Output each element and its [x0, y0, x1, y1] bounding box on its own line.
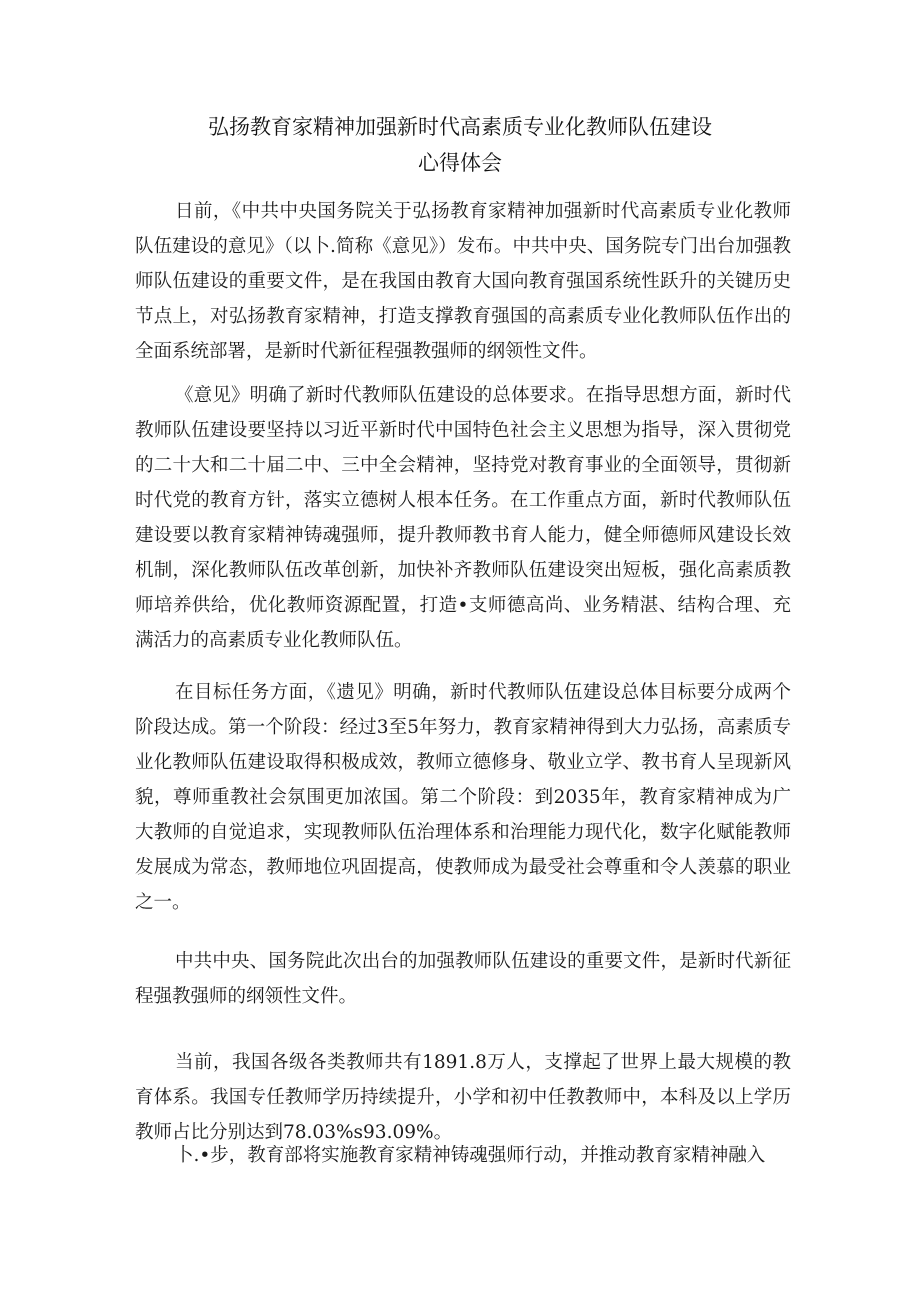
paragraph-statistics: 当前，我国各级各类教师共有1891.8万人，支撑起了世界上最大规模的教育体系。我国专任教师学历持续提升，小学和初中任教教师中，本科及以上学历教师占比分别达到78.03%s93.09%。 [135, 1052, 791, 1143]
paragraph-goals: 在目标任务方面，《遗见》明确，新时代教师队伍建设总体目标要分成两个阶段达成。第一个阶段：经过3至5年努力，教育家精神得到大力弘扬，高素质专业化教师队伍建设取得积极成效，教师立德修身、敬业立学、教书育人呈现新风貌，尊师重教社会氛围更加浓国。第二个阶段：到2035年，教育家精神成为广大教师的自觉追求，实现教师队伍治理体系和治理能力现代化，数字化赋能教师发展成为常态，教师地位巩固提高，使教师成为最受社会尊重和令人羡慕的职业之一。 [135, 682, 791, 913]
paragraph-general-requirements: 《意见》明确了新时代教师队伍建设的总体要求。在指导思想方面，新时代教师队伍建设要坚持以习近平新时代中国特色社会主义思想为指导，深入贯彻党的二十大和二十届二中、三中全会精神，坚持党对教育事业的全面领导，贯彻新时代党的教育方针，落实立德树人根本任务。在工作重点方面，新时代教师队伍建设要以教育家精神铸魂强师，提升教师教书育人能力，健全师德师风建设长效机制，深化教师队伍改革创新，加快补齐教师队伍建设突出短板，强化高素质教师培养供给，优化教师资源配置，打造•支师德高尚、业务精湛、结构合理、充满活力的高素质专业化教师队伍。 [135, 385, 791, 651]
paragraph-significance: 中共中央、国务院此次出台的加强教师队伍建设的重要文件，是新时代新征程强教强师的纲领性文件。 [135, 951, 791, 1007]
paragraph-intro: 日前，《中共中央国务院关于弘扬教育家精神加强新时代高素质专业化教师队伍建设的意见》（以卜.简称《意见》）发布。中共中央、国务院专门出台加强教师队伍建设的重要文件，是在我国由教育大国向教育强国系统性跃升的关键历史节点上，对弘扬教育家精神，打造支撑教育强国的高素质专业化教师队伍作出的全面系统部署，是新时代新征程强教强师的纲领性文件。 [135, 201, 791, 362]
document-title-line-2: 心得体会 [418, 151, 502, 175]
document-title-line-1: 弘扬教育家精神加强新时代高素质专业化教师队伍建设 [208, 115, 712, 139]
paragraph-next-steps: 卜.•步，教育部将实施教育家精神铸魂强师行动，并推动教育家精神融入 [175, 1145, 766, 1166]
